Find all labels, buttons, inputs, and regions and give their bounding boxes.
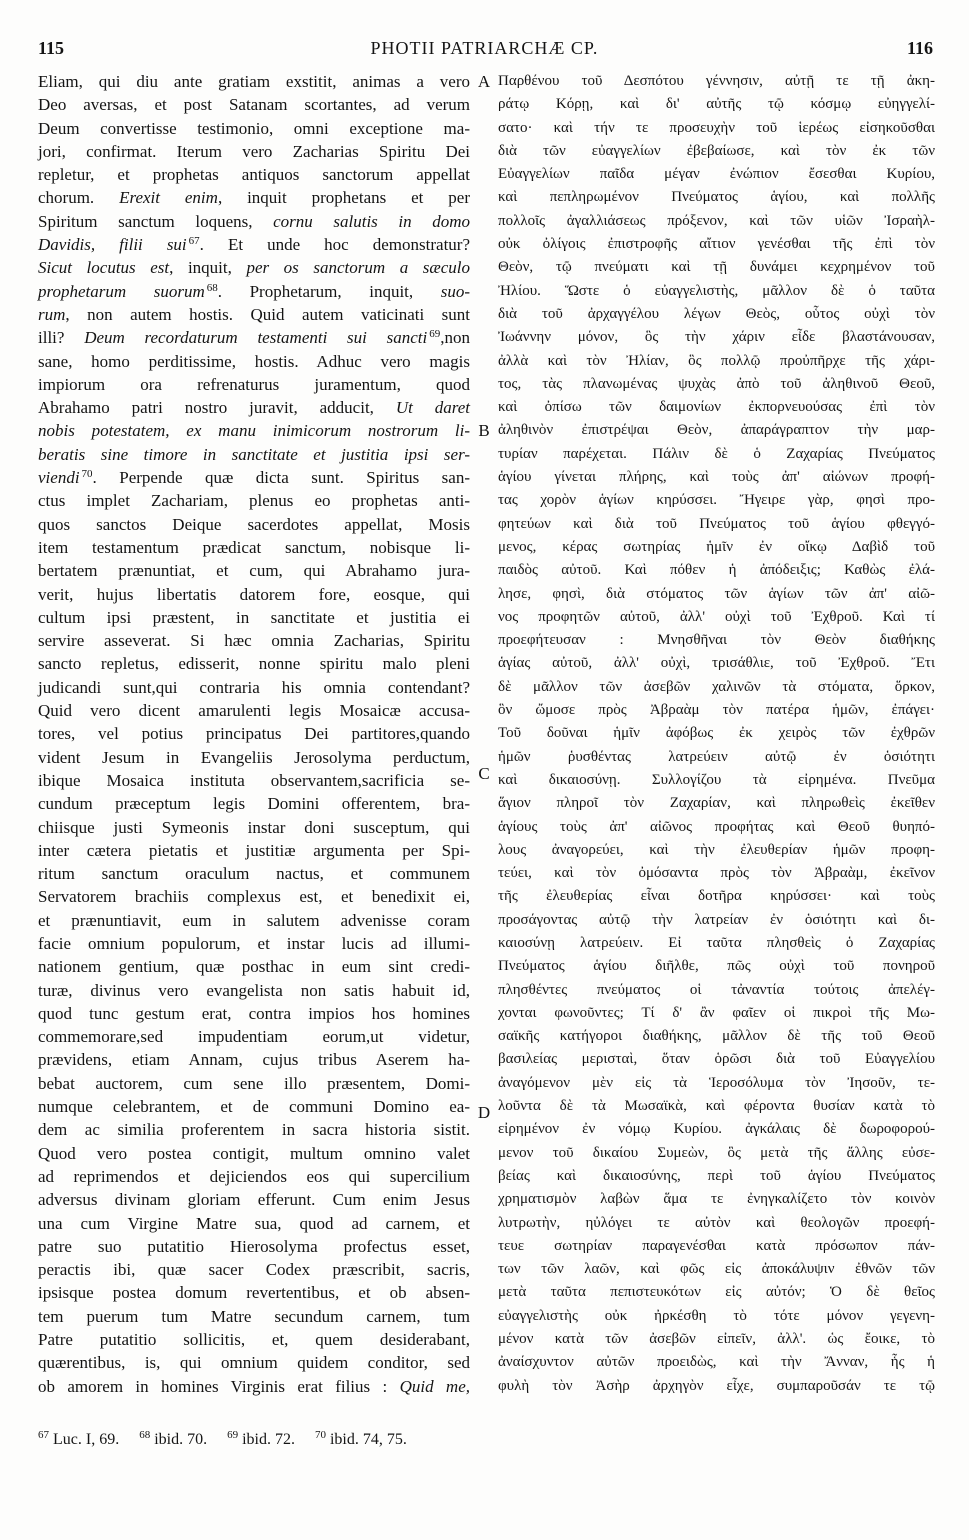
greek-line [498,1025,935,1048]
footnote-text: ibid. 74, 75. [329,1431,407,1448]
greek-line [498,1165,935,1188]
text-segment: , non autem hostis. Quid autem vaticinati sunt [65,304,470,324]
greek-line [498,746,935,769]
latin-line [38,1118,470,1141]
greek-line [498,1235,935,1258]
greek-line [498,816,935,839]
greek-line [498,1212,935,1235]
greek-line-text: ἡμῶν ῥυσθέντας λατρεύειν αὐτῷ ἐν ὁσιότητι [498,748,935,765]
text-segment: Deum convertisse testimonio, omni exceptione ma- [38,118,470,138]
italic-text: cornu salutis in domo [273,211,471,231]
greek-line [498,652,935,675]
greek-line [498,1328,935,1351]
greek-line-text: καὶ ὀπίσω τῶν δαιμονίων ἐκπορνευούσας ἐπὶ τὸν [498,399,935,416]
greek-line-text: τεύει, καὶ τὸν ὀμόσαντα πρὸς τὸν Ἀβραὰμ, ἐκεῖνον [498,865,935,882]
greek-line-text: Ἰωάννην μόνον, ὃς τὴν χάριν εἶδε βλαστάνουσαν, [498,329,935,346]
latin-line [38,419,470,442]
greek-line [498,396,935,419]
greek-line [498,70,935,93]
text-segment: chiisque justi Symeonis instar doni susceptum, qui [38,817,470,837]
greek-line-text: οὐκ ὀλίγοις ἐπιστροφῆς αἴτιον γενέσθαι τῆς ἐπὶ τὸν [498,236,935,253]
latin-line [38,1258,470,1281]
footnote [315,1431,407,1448]
greek-line [498,419,935,442]
greek-line-text: των τῶν λαῶν, καὶ φῶς εἰς ἀποκάλυψιν ἐθνῶν τῶν [498,1261,935,1278]
greek-line [498,186,935,209]
footnote-ref: 70 [81,468,93,481]
greek-line-text: διὰ τῶν εὐαγγελίων ἐβεβαίωσε, καὶ τὸν ἐκ τῶν [498,142,935,159]
footnotes [38,1428,423,1453]
footnote-ref: 69 [429,328,441,341]
text-segment: ctus implet Zachariam, plenus eo prophetas anti- [38,491,470,511]
text-segment: ibique Mosaica instituta observantem,sacrificia se- [38,770,470,790]
greek-line-text: καιοσύνῃ λατρεύειν. Εἰ ταῦτα πλησθεὶς ὁ Ζαχαρίας [498,934,935,951]
footnote-mark: 69 [227,1429,239,1441]
greek-line-text: καὶ δικαιοσύνῃ. Συλλογίζου τὰ εἰρημένα. Πνεῦμα [498,771,935,788]
latin-line [38,443,470,466]
greek-line-text: φυλὴ τὸν Ἀσὴρ ἀρχηγὸν εἶχε, συμπαροῦσάν τε τῷ [498,1377,935,1394]
greek-line-text: διὰ τοῦ ἀρχαγγέλου λέγων Θεὸς, οὗτος οὐχὶ τὸν [498,305,935,322]
greek-line-text: μενον τοῦ δικαίου Συμεὼν, ὃς μετὰ τῆς ἄλλης εὐσε- [498,1144,935,1161]
text-segment: bertatem prænuntiat, et cum, qui Abrahamo jura- [38,561,470,581]
text-segment: ad reprimendos et dejiciendos eos qui supercilium [38,1166,470,1186]
latin-line [38,955,470,978]
text-segment: illi? [38,328,85,348]
greek-line [498,676,935,699]
text-segment: Servatorem brachiis complexus est, et benedixit ei, [38,887,470,907]
latin-line [38,373,470,396]
latin-line [38,210,470,233]
text-segment: facie omnium populorum, et instar lucis ad illumi- [38,933,470,953]
greek-line [498,489,935,512]
latin-line [38,862,470,885]
greek-line [498,117,935,140]
text-segment: adversus divinam gloriam efferunt. Cum enim Jesus [38,1190,470,1210]
greek-line-text: χρηματισμὸν λαβὼν ἅμα τε ἐνηγκαλίζετο τὸν κοινὸν [498,1191,935,1208]
text-segment: sancto repletus, edisserit, nonne spiritu malo pleni [38,654,470,674]
greek-line-text: πολλοῖς ἀγαλλιάσεως πρόξενον, καὶ τῶν υἱῶν Ἰσραὴλ- [498,212,935,229]
latin-line [38,1142,470,1165]
italic-text: Quid me, [399,1376,471,1396]
greek-line [498,233,935,256]
latin-line [38,1375,470,1398]
footnote-mark: 67 [38,1429,49,1441]
greek-line [498,909,935,932]
greek-line [498,699,935,722]
text-segment: ipsisque postea domum revertentibus, et ob absen- [38,1283,470,1303]
text-segment: judicandi sunt,qui contraria his omnia contendant? [38,677,470,697]
text-segment: et prænuntiavit, eum in salutem advenisse coram [38,910,470,930]
greek-line [498,280,935,303]
latin-line [38,513,470,536]
greek-line-text: τος, τὰς πλανωμένας ψυχὰς ἀπὸ τοῦ ἀληθινοῦ Θεοῦ, [498,375,935,392]
latin-line [38,396,470,419]
footnote-ref: 67 [188,235,200,248]
text-segment: tem puerum tum Matre secundum carnem, tum [38,1306,470,1326]
text-segment: quod tunc gestum erat, contra impios hos homines [38,1003,470,1023]
italic-text: Davidis, filii sui [38,235,187,255]
text-segment: commemorare,sed impudentiam eorum,ut videtur, [38,1027,470,1047]
latin-line [38,163,470,186]
text-segment: Eliam, qui diu ante gratiam exstitit, animas a vero [38,72,470,91]
italic-text: beratis sine timore in sanctitate et justitia ipsi ser- [38,444,470,464]
footnote-text: ibid. 70. [154,1431,208,1448]
text-segment: dem ac similia proferentem in sacra historia sistit. [38,1120,470,1140]
greek-line-text: τῆς ἐλευθερίας εἶναι δοτῆρα κηρύσσει· καὶ τοὺς [498,888,935,905]
greek-column [498,70,935,1398]
latin-line [38,186,470,209]
text-segment: patre suo putatitio Hierosolyma profectus esset, [38,1236,470,1256]
greek-line [498,1048,935,1071]
greek-line-text: ἁγίας αὐτοῦ, ἀλλ' οὐχὶ, τρισάθλιε, τοῦ Ἐχθροῦ. Ἔτι [498,655,935,672]
greek-line [498,93,935,116]
italic-text: rum [38,304,66,324]
greek-line-text: λοῦντα δὲ τὰ Μωσαϊκὰ, καὶ φέροντα θυσίαν κατὰ τὸ [498,1098,935,1115]
footnote-text: Luc. I, 69. [53,1431,120,1448]
greek-line [498,629,935,652]
greek-line [498,792,935,815]
greek-line-text: τας χορὸν ἁγίων κηρύσσει. Ἤγειρε γὰρ, φησὶ προ- [498,492,935,509]
greek-line [498,1072,935,1095]
text-segment: turæ, divinus vero evangelista non satis habuit id, [38,980,470,1000]
text-segment: Patre putatitio sollicitis, et, quem desiderabant, [38,1330,470,1350]
greek-line-text: ἅγιον πληροῖ τὸν Ζαχαρίαν, καὶ πληρωθεὶς ἐκεῖθεν [498,795,935,812]
italic-text: Ut daret [395,398,470,418]
greek-line-text: ἀναίσχυντον αὐτῶν προειδὼς, καὶ τὴν Ἄνναν, ἧς ἡ [498,1354,935,1371]
latin-line [38,652,470,675]
latin-line [38,70,470,93]
text-segment: repletur, et prophetas antiquos sanctorum appellat [38,165,470,185]
latin-line [38,93,470,116]
greek-line-text: τευε σωτηρίαν παραγενέσθαι κατὰ πρόσωπον πάν- [498,1237,935,1254]
latin-line [38,1212,470,1235]
greek-line [498,466,935,489]
italic-text: Erexit enim [119,188,218,208]
greek-line-text: μενος, κέρας σωτηρίας ἡμῖν ἐν οἴκῳ Δαβὶδ τοῦ [498,538,935,555]
text-segment: Deo aversas, et post Satanam scortantes, ad verum [38,95,470,115]
greek-line [498,1258,935,1281]
greek-line-text: σαϊκῆς κατήγοροι διαθήκης, μᾶλλον δὲ τῆς τοῦ Θεοῦ [498,1028,935,1045]
text-segment: servire asseverat. Si hæc omnia Zacharias, Spiritu [38,631,470,651]
footnote-text: ibid. 72. [242,1431,295,1448]
text-segment: Quid vero dicent amarulenti legis Mosaicæ accusa- [38,701,470,721]
text-segment: . Prophetarum, inquit, [217,281,441,301]
footnote-mark: 68 [139,1429,151,1441]
text-segment: Spiritum sanctum loquens, [38,211,274,231]
latin-line [38,839,470,862]
greek-line [498,1142,935,1165]
footnote-ref: 68 [206,281,218,294]
greek-line-text: παιδὸς αὐτοῦ. Καὶ πόθεν ἡ ἀπόδειξις; Καθὼς ἐλά- [498,562,935,579]
latin-line [38,1188,470,1211]
text-segment: chorum. [38,188,120,208]
latin-line [38,1095,470,1118]
latin-line [38,979,470,1002]
latin-line [38,606,470,629]
text-segment: Abrahamo patri nostro juravit, adducit, [38,398,396,418]
greek-line-text: νος προφητῶν αὐτοῦ, ἀλλ' οὐχὶ τοῦ Ἐχθροῦ. Καὶ τί [498,608,935,625]
italic-text: nobis potestatem, ex manu inimicorum nostrorum li- [38,421,470,441]
latin-line [38,746,470,769]
greek-line [498,1281,935,1304]
text-segment: . Et unde hoc demonstratur? [199,235,470,255]
text-segment: quærentibus, is, qui omnium quidem conditor, sed [38,1353,470,1373]
text-segment: ,non [440,328,470,348]
greek-line [498,1095,935,1118]
latin-line [38,629,470,652]
greek-line [498,1375,935,1398]
greek-line-text: ἀληθινὸν ἐπιστρέψαι Θεὸν, ἀπαράγραπτον τὴν μαρ- [498,422,935,439]
latin-line [38,1281,470,1304]
greek-line-text: τυρίαν παρέχεται. Πάλιν δὲ ὁ Ζαχαρίας Πνεύματος [498,445,935,462]
text-segment: quos sanctos Deique sacerdotes appellat, Mosis [38,514,470,534]
latin-line [38,280,470,303]
latin-line [38,117,470,140]
margin-letter-c: C [478,764,490,783]
latin-line [38,1351,470,1374]
latin-line [38,303,470,326]
greek-line-text: δὲ μᾶλλον τῶν ἀσεβῶν χαλινῶν τὰ στόματα, ὅρκον, [498,678,935,695]
italic-text: viendi [38,468,80,488]
greek-line-text: Τοῦ δοῦναι ἡμῖν ἀφόβως ἐκ χειρὸς τῶν ἐχθρῶν [498,725,935,742]
greek-line [498,1351,935,1374]
greek-line [498,1305,935,1328]
greek-line [498,373,935,396]
greek-line [498,443,935,466]
latin-line [38,816,470,839]
latin-line [38,885,470,908]
greek-line [498,722,935,745]
greek-line [498,536,935,559]
greek-line-text: ἀλλὰ καὶ τὸν Ἠλίαν, ὃς πολλῷ προὐπῆρχε τῆς χάρι- [498,352,935,369]
greek-line-text: ἁγίου γίνεται πλήρης, καὶ τοὺς ἀπ' αἰώνων προφή- [498,469,935,486]
greek-line [498,769,935,792]
latin-line [38,536,470,559]
latin-line [38,489,470,512]
greek-line-text: σατο· καὶ τήν τε προσευχὴν τοῦ ἱερέως εἰσηκοῦσθαι [498,119,935,136]
greek-line [498,955,935,978]
text-segment: impiorum ora refrenaturus juramentum, quod [38,374,470,394]
latin-line [38,676,470,699]
greek-line-text: ἀναγόμενον μὲν εἰς τὰ Ἱεροσόλυμα τὸν Ἰησοῦν, τε- [498,1074,935,1091]
latin-line [38,1305,470,1328]
text-segment: Quod vero postea contigit, multum omnino valet [38,1143,470,1163]
italic-text: per os sanctorum a sæculo [246,258,470,278]
greek-line [498,140,935,163]
text-segment: cultum ipsi præstent, in sanctitate et justitia ei [38,607,470,627]
text-segment: verit, hujus libertatis datorem fore, eosque, qui [38,584,470,604]
greek-line-text: Θεὸν, τῷ πνεύματι καὶ τῇ δυνάμει κεχρημένον τοῦ [498,259,935,276]
greek-line-text: Παρθένου τοῦ Δεσπότου γέννησιν, αὐτῇ τε τῇ ἀκη- [498,73,935,89]
italic-text: Deum recordaturum testamenti sui sancti [84,328,428,348]
footnote [227,1431,295,1448]
greek-line-text: προσάγοντας αὐτῷ τὴν λατρείαν ἐν ὁσιότητι καὶ δι- [498,911,935,928]
greek-line-text: καὶ πεπληρωμένον Πνεύματος ἁγίου, καὶ πολλῆς [498,189,935,206]
text-segment: jori, confirmat. Iterum vero Zacharias Spiritu Dei [38,141,470,161]
greek-line [498,932,935,955]
margin-letter-a: A [477,72,491,91]
latin-line [38,792,470,815]
text-segment: prævidens, etiam Annam, cujus tribus Aserem ha- [38,1050,470,1070]
italic-text: prophetarum suorum [38,281,205,301]
text-segment: una cum Virgine Matre sua, quod ad carnem, et [38,1213,470,1233]
latin-line [38,1072,470,1095]
text-segment: tores, vel potius principatus Dei partitores,quando [38,724,470,744]
greek-line-text: εὐαγγελιστὴς οὐκ ἠρκέσθη τὸ τότε μόνον γεγενη- [498,1307,935,1324]
latin-line [38,583,470,606]
text-segment: nationem gentium, quæ posthac in eum sint credi- [38,957,470,977]
latin-line [38,909,470,932]
greek-line-text: ὃν ὤμοσε πρὸς Ἀβραὰμ τὸν πατέρα ἡμῶν, ἐπάγει· [498,702,935,719]
text-segment: inter cætera pietatis et justitiæ argumenta per Spi- [38,840,470,860]
latin-line [38,722,470,745]
greek-line [498,256,935,279]
greek-line-text: βασιλείας μερισταὶ, ὅταν ὁρῶσι διὰ τοῦ Εὐαγγελίου [498,1051,935,1068]
latin-line [38,326,470,349]
greek-line-text: εἰρημένον ἐν νόμῳ Κυρίου. ἀγκάλαις δὲ δωροφορού- [498,1121,935,1138]
text-segment: sane, homo perditissime, hostis. Adhuc vero magis [38,351,470,371]
margin-letter-b: B [478,421,490,440]
running-title: PHOTII PATRIARCHÆ CP. [370,38,599,58]
greek-line [498,979,935,1002]
greek-line [498,326,935,349]
greek-line-text: χονται φωνοῦντες; Τί δ' ἂν φαῖεν οἱ πικροὶ τῆς Μω- [498,1004,935,1021]
italic-text: Sicut locutus est [38,258,170,278]
latin-line [38,769,470,792]
greek-line [498,513,935,536]
greek-line-text: προεφήτευσαν : Μνησθῆναι τὸν Θεὸν διαθήκης [498,632,935,649]
greek-line [498,350,935,373]
greek-line [498,839,935,862]
latin-line [38,699,470,722]
greek-line-text: ἁγίους τοὺς ἀπ' αἰῶνος προφήτας καὶ Θεοῦ θυηπό- [498,818,935,835]
italic-text: suo- [440,281,471,301]
margin-letter-d: D [477,1103,491,1122]
text-segment: . Perpende quæ dicta sunt. Spiritus san- [92,468,470,488]
latin-line [38,932,470,955]
greek-line [498,1118,935,1141]
greek-line-text: λησε, φησὶ, διὰ στόματος τῶν ἁγίων τῶν ἀπ' αἰῶ- [498,585,935,602]
text-segment: peractis ibi, quæ sacer Codex præscribit, sacris, [38,1260,470,1280]
greek-line-text: βείας καὶ δικαιοσύνης, περὶ τοῦ ἁγίου Πνεύματος [498,1167,935,1184]
footnote-mark: 70 [314,1429,326,1441]
greek-line [498,885,935,908]
text-segment: , inquit, [169,258,247,278]
text-segment: cundum præceptum legis Domini offerentem, bra- [38,794,470,814]
latin-line [38,1328,470,1351]
greek-line [498,1188,935,1211]
greek-line [498,163,935,186]
greek-line [498,303,935,326]
text-segment: bebat auctorem, cum sene illo præsentem, Domi- [38,1073,470,1093]
left-page-number: 115 [38,38,65,58]
greek-line [498,210,935,233]
greek-line-text: φητεύων καὶ διὰ τοῦ Πνεύματος τοῦ ἁγίου φθεγγό- [498,515,935,532]
greek-line [498,606,935,629]
greek-line-text: λυτρωτὴν, ηὐλόγει τε αὐτὸν καὶ θεολογῶν προεφή- [498,1214,935,1231]
latin-line [38,350,470,373]
footnote [38,1431,119,1448]
greek-line-text: Εὐαγγελίων παῖδα μέγαν ἐνώπιον ἔσεσθαι Κυρίου, [498,166,935,183]
text-segment: ritum sanctum oraculum nactus, et communem [38,864,470,884]
latin-line [38,233,470,256]
text-segment: vident Jesum in Evangeliis Jerosolyma perductum, [38,747,470,767]
greek-line [498,862,935,885]
latin-line [38,1025,470,1048]
greek-line-text: μετὰ ταῦτα πεπιστευκότων εἰς αὐτόν; Ὁ δὲ θεῖος [498,1284,935,1301]
latin-line [38,1002,470,1025]
latin-line [38,466,470,489]
footnote [139,1431,207,1448]
latin-line [38,1048,470,1071]
latin-line [38,140,470,163]
latin-line [38,256,470,279]
text-segment: numque celebrantem, et de communi Domino ea- [38,1097,470,1117]
text-segment: ob amorem in homines Virginis erat filius : [38,1376,400,1396]
greek-line-text: Ἠλίου. Ὥστε ὁ εὐαγγελιστὴς, μᾶλλον δὲ ὁ ταῦτα [498,282,935,299]
greek-line-text: πλησθέντες πνεύματος οἱ τἀναντία τούτοις ἀπελέγ- [498,981,935,998]
greek-line-text: Πνεύματος ἁγίου διῆλθε, πῶς οὐχὶ τοῦ πονηροῦ [498,958,935,975]
greek-line-text: μένον κατὰ τῶν ἀσεβῶν εἰπεῖν, ἀλλ'. ὡς ἔοικε, τὸ [498,1331,935,1348]
greek-line [498,583,935,606]
text-segment: item testamentum prædicat sanctum, nobisque li- [38,537,470,557]
right-page-number: 116 [906,38,933,58]
latin-line [38,559,470,582]
greek-line-text: λους ἀναγορεύει, καὶ τὴν ἐλευθερίαν ἡμῶν προφη- [498,841,935,858]
greek-line [498,559,935,582]
text-segment: , inquit prophetans et per [217,188,470,208]
latin-line [38,1235,470,1258]
latin-column [38,70,470,1398]
greek-line [498,1002,935,1025]
latin-line [38,1165,470,1188]
greek-line-text: ράτῳ Κόρῃ, καὶ δι' αὐτῆς τῷ κόσμῳ εὐηγγελί- [498,96,935,113]
